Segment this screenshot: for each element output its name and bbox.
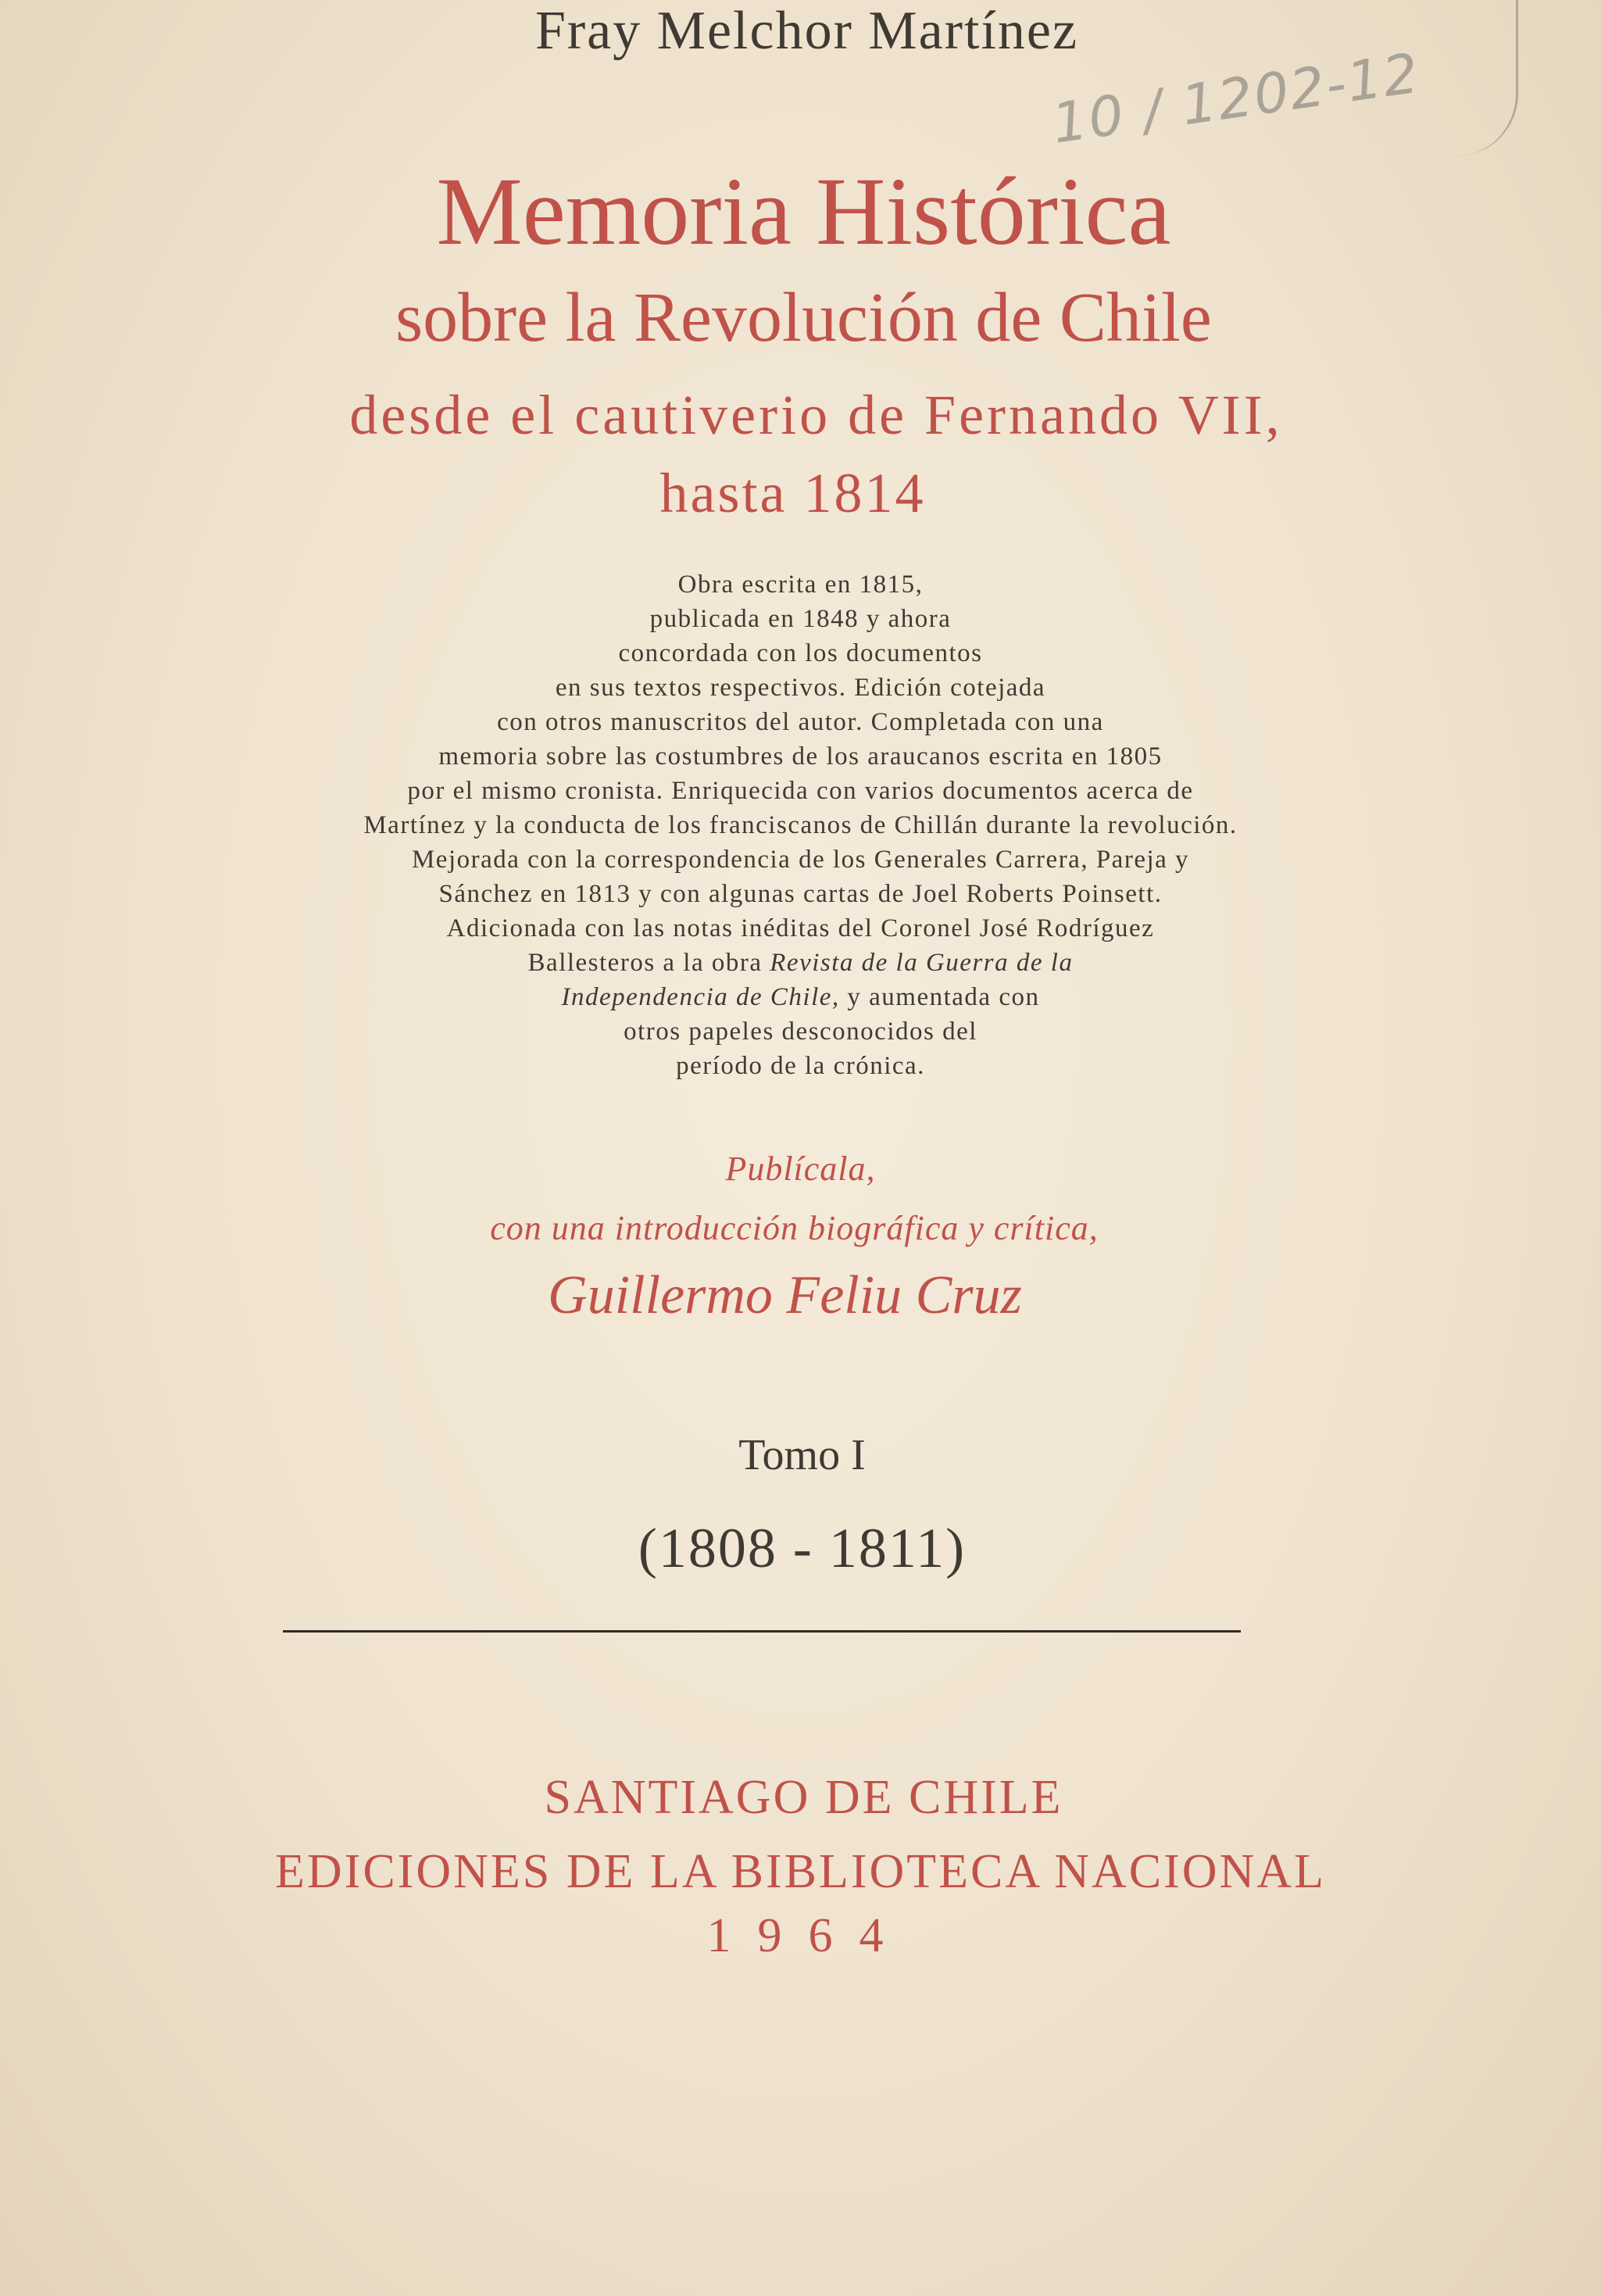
- description-line: concordada con los documentos: [618, 639, 983, 667]
- subtitle-line-1: sobre la Revolución de Chile: [395, 279, 1212, 356]
- volume-years: (1808 - 1811): [638, 1517, 967, 1579]
- author-name: Fray Melchor Martínez: [534, 1, 1079, 61]
- description-line: período de la crónica.: [676, 1052, 925, 1080]
- description-line: otros papeles desconocidos del: [624, 1017, 977, 1046]
- description-line: Martínez y la conducta de los franciscanos de Chillán durante la revolución.: [363, 811, 1238, 839]
- subtitle-line-3: hasta 1814: [659, 462, 926, 524]
- horizontal-rule: [283, 1630, 1241, 1633]
- description-block: [0, 567, 1601, 1083]
- description-line: Ballesteros a la obra Revista de la Guerra de la: [527, 949, 1074, 977]
- description-line: Sánchez en 1813 y con algunas cartas de Joel Roberts Poinsett.: [438, 880, 1163, 908]
- description-line: con otros manuscritos del autor. Completada con una: [497, 708, 1104, 736]
- book-title: Memoria Histórica: [436, 158, 1171, 265]
- volume-number: Tomo I: [738, 1431, 866, 1479]
- description-line: publicada en 1848 y ahora: [649, 605, 952, 633]
- description-line: en sus textos respectivos. Edición cotejada: [555, 674, 1046, 702]
- description-line: Independencia de Chile, y aumentada con: [561, 983, 1040, 1011]
- publication-line-2: con una introducción biográfica y crítica,: [490, 1209, 1099, 1247]
- description-line: por el mismo cronista. Enriquecida con varios documentos acerca de: [407, 777, 1194, 805]
- imprint-publisher: EDICIONES DE LA BIBLIOTECA NACIONAL: [275, 1845, 1326, 1898]
- subtitle-line-2: desde el cautiverio de Fernando VII,: [349, 384, 1283, 446]
- description-line: Adicionada con las notas inéditas del Coronel José Rodríguez: [446, 914, 1155, 942]
- work-title-italic: Revista de la Guerra de la: [770, 949, 1074, 977]
- imprint-city: SANTIAGO DE CHILE: [544, 1771, 1063, 1824]
- description-line: Obra escrita en 1815,: [677, 570, 924, 599]
- description-line: memoria sobre las costumbres de los araucanos escrita en 1805: [438, 742, 1163, 771]
- description-line: Mejorada con la correspondencia de los Generales Carrera, Pareja y: [411, 846, 1190, 874]
- publication-line-1: Publícala,: [725, 1150, 876, 1188]
- imprint-year: 1964: [706, 1909, 910, 1962]
- work-title-italic: Independencia de Chile,: [561, 983, 840, 1011]
- handwritten-call-number: 10 / 1202-12: [1048, 41, 1424, 156]
- editor-name: Guillermo Feliu Cruz: [548, 1265, 1022, 1325]
